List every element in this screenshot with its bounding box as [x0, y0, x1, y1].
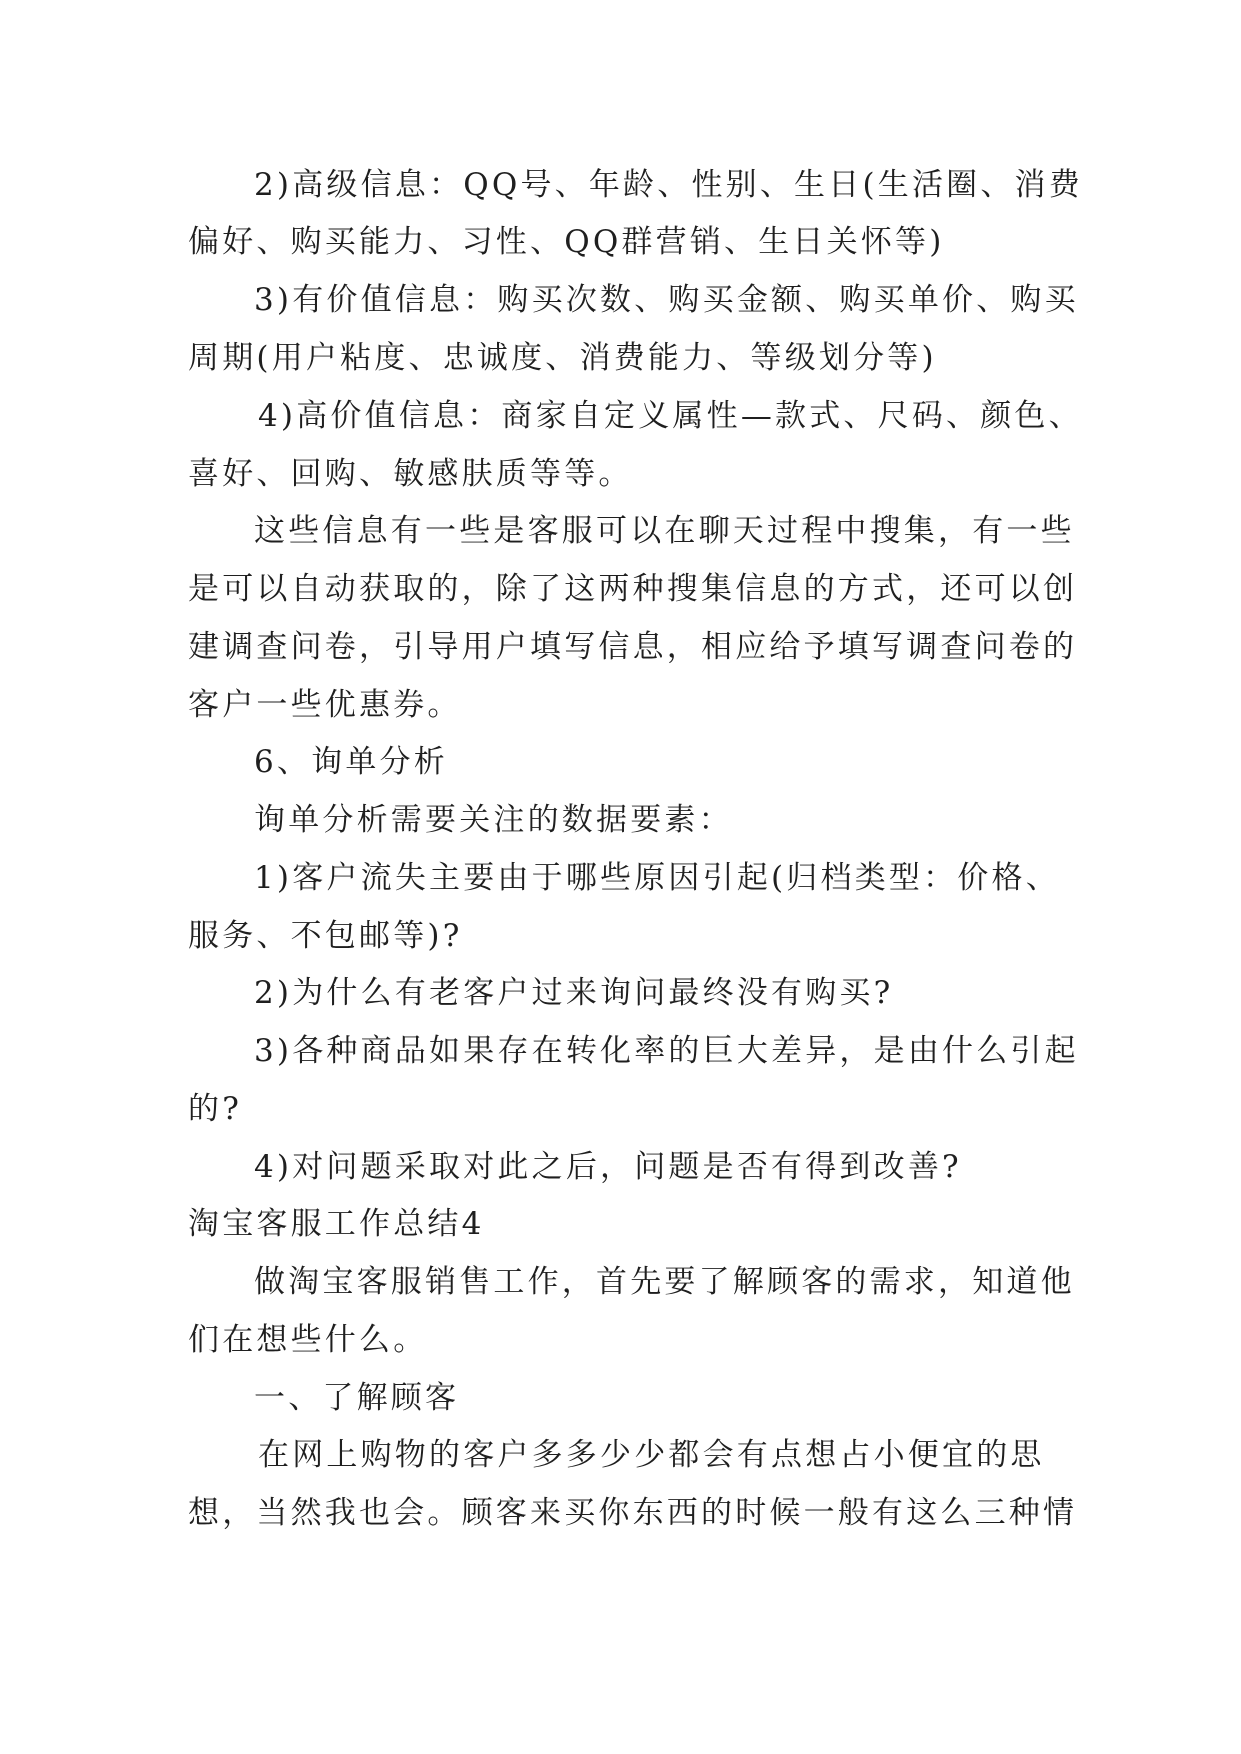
text-line: 的?	[188, 1091, 243, 1127]
text-line: 客户一些优惠券。	[188, 687, 462, 723]
text-line: 2)高级信息：QQ号、年龄、性别、生日(生活圈、消费	[254, 167, 1083, 203]
text-line: 偏好、购买能力、习性、QQ群营销、生日关怀等)	[188, 224, 945, 260]
text-line: 做淘宝客服销售工作，首先要了解顾客的需求，知道他	[254, 1264, 1075, 1300]
text-line: 建调查问卷，引导用户填写信息，相应给予填写调查问卷的	[188, 629, 1078, 665]
text-line: 3)各种商品如果存在转化率的巨大差异，是由什么引起	[254, 1033, 1079, 1069]
text-line: 4)高价值信息：商家自定义属性—款式、尺码、颜色、	[258, 398, 1083, 434]
text-line: 们在想些什么。	[188, 1322, 428, 1358]
text-line: 这些信息有一些是客服可以在聊天过程中搜集，有一些	[254, 513, 1075, 549]
text-line: 3)有价值信息：购买次数、购买金额、购买单价、购买	[254, 282, 1079, 318]
text-line: 服务、不包邮等)?	[188, 918, 463, 954]
text-line: 喜好、回购、敏感肤质等等。	[188, 456, 633, 492]
text-line: 是可以自动获取的，除了这两种搜集信息的方式，还可以创	[188, 571, 1078, 607]
section-title: 淘宝客服工作总结4	[188, 1206, 485, 1242]
section-heading: 6、询单分析	[254, 744, 448, 780]
section-heading: 一、了解顾客	[254, 1380, 460, 1416]
text-line: 询单分析需要关注的数据要素：	[254, 802, 733, 838]
text-line: 1)客户流失主要由于哪些原因引起(归档类型：价格、	[254, 860, 1060, 896]
text-line: 在网上购物的客户多多少少都会有点想占小便宜的思	[258, 1437, 1045, 1473]
text-line: 4)对问题采取对此之后，问题是否有得到改善?	[254, 1149, 962, 1185]
text-line: 周期(用户粘度、忠诚度、消费能力、等级划分等)	[188, 340, 937, 376]
text-line: 2)为什么有老客户过来询问最终没有购买?	[254, 975, 894, 1011]
text-line: 想，当然我也会。顾客来买你东西的时候一般有这么三种情	[188, 1495, 1078, 1531]
